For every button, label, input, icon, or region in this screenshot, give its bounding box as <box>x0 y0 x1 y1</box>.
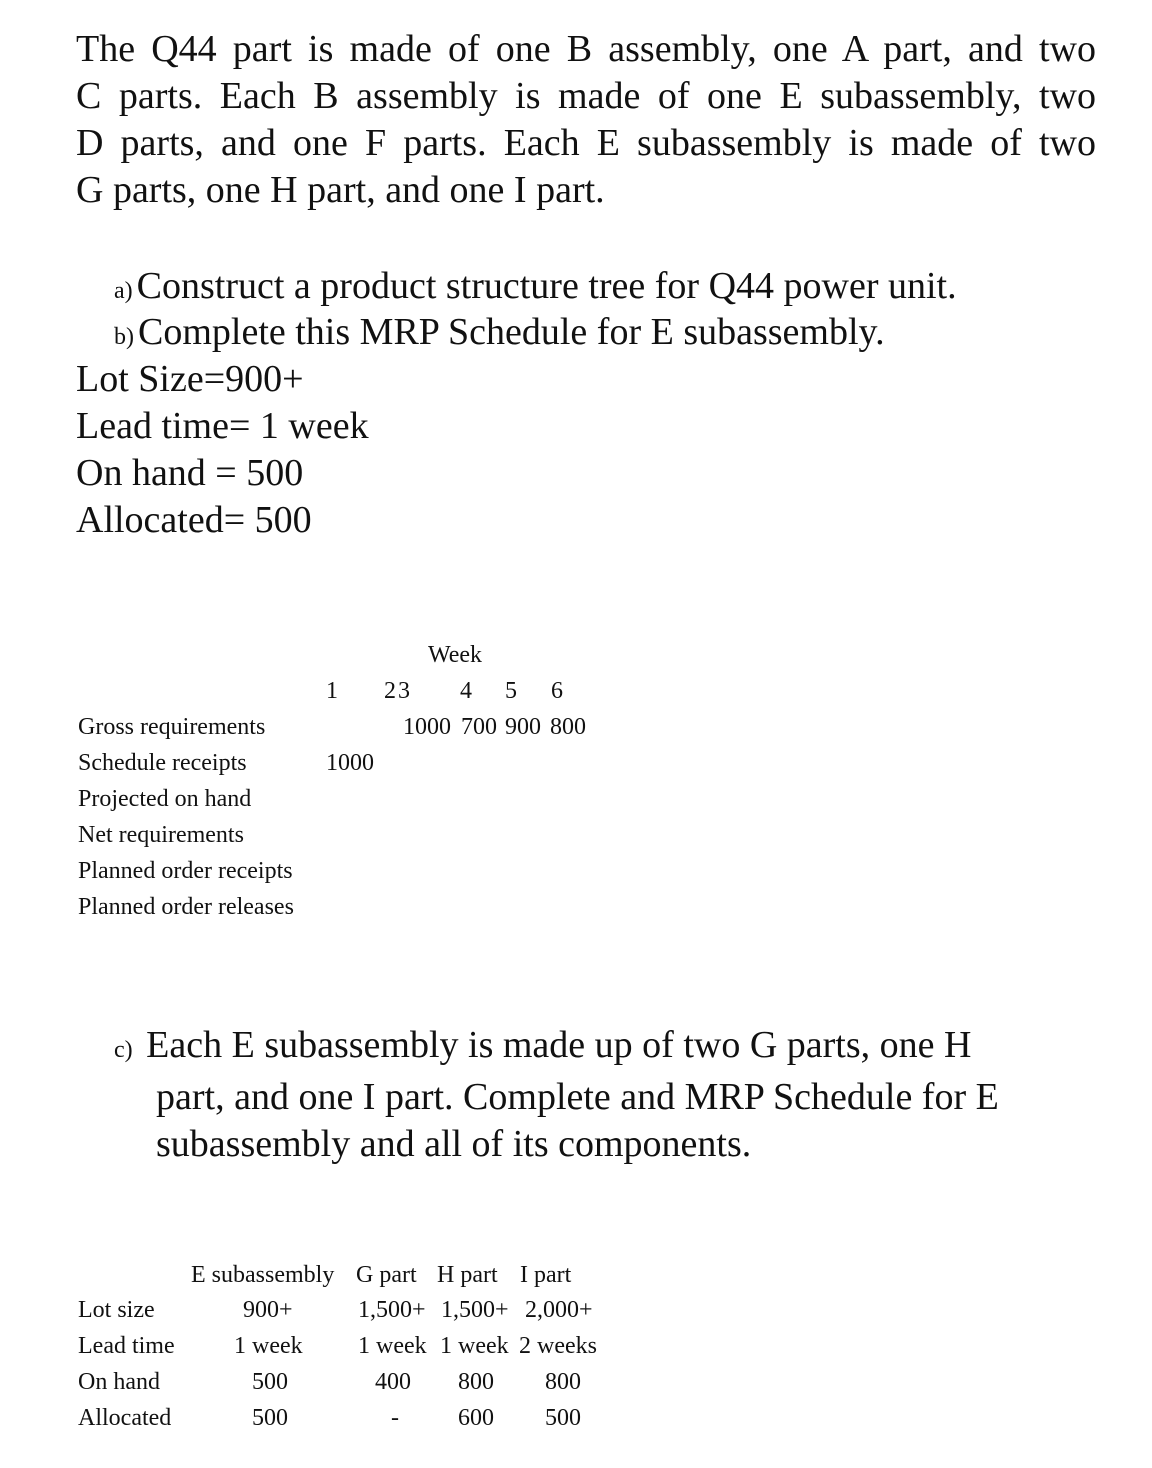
question-c-text-2: part, and one I part. Complete and MRP Schedule for E <box>156 1076 999 1118</box>
row-planned-order-receipts: Planned order receipts <box>78 858 293 884</box>
i-on-hand: 800 <box>545 1369 581 1395</box>
header-g-part: G part <box>356 1262 417 1288</box>
header-i-part: I part <box>520 1262 572 1288</box>
row-on-hand: On hand <box>78 1369 160 1395</box>
g-lead-time: 1 week <box>358 1333 427 1359</box>
gross-week-4: 700 <box>461 714 497 740</box>
intro-line: D parts, and one F parts. Each E subassembly is made of two <box>76 122 1096 164</box>
row-allocated: Allocated <box>78 1405 172 1431</box>
row-schedule-receipts: Schedule receipts <box>78 750 247 776</box>
question-c-text-1: Each E subassembly is made up of two G parts, one H <box>146 1024 972 1066</box>
e-lead-time: 1 week <box>234 1333 303 1359</box>
question-a <box>114 264 957 308</box>
row-projected-on-hand: Projected on hand <box>78 786 252 812</box>
intro-paragraph <box>76 26 1096 214</box>
i-lead-time: 2 weeks <box>519 1333 597 1359</box>
week-6: 6 <box>551 678 563 704</box>
e-on-hand: 500 <box>252 1369 288 1395</box>
intro-line: The Q44 part is made of one B assembly, one A part, and two <box>76 28 1096 70</box>
row-planned-order-releases: Planned order releases <box>78 894 294 920</box>
question-c <box>114 1022 999 1168</box>
scheduled-receipt-week-1: 1000 <box>326 750 374 776</box>
week-5: 5 <box>505 678 517 704</box>
row-lot-size: Lot size <box>78 1297 155 1323</box>
question-c-text-3: subassembly and all of its components. <box>156 1123 752 1165</box>
g-on-hand: 400 <box>375 1369 411 1395</box>
week-3: 3 <box>398 678 410 704</box>
e-lot-size: 900+ <box>243 1297 293 1323</box>
row-net-requirements: Net requirements <box>78 822 244 848</box>
gross-week-6: 800 <box>550 714 586 740</box>
week-2: 2 <box>384 678 396 704</box>
row-lead-time: Lead time <box>78 1333 175 1359</box>
gross-week-3: 1000 <box>403 714 451 740</box>
e-allocated: 500 <box>252 1405 288 1431</box>
h-on-hand: 800 <box>458 1369 494 1395</box>
param-lot-size: Lot Size=900+ <box>76 358 304 400</box>
h-lead-time: 1 week <box>440 1333 509 1359</box>
row-gross-requirements: Gross requirements <box>78 714 266 740</box>
question-a-text: Construct a product structure tree for Q44 power unit. <box>136 265 957 307</box>
h-allocated: 600 <box>458 1405 494 1431</box>
param-lead-time: Lead time= 1 week <box>76 405 369 447</box>
week-4: 4 <box>460 678 472 704</box>
g-allocated: - <box>391 1405 399 1431</box>
h-lot-size: 1,500+ <box>441 1297 509 1323</box>
intro-line: G parts, one H part, and one I part. <box>76 169 605 211</box>
header-h-part: H part <box>437 1262 498 1288</box>
param-allocated: Allocated= 500 <box>76 499 312 541</box>
question-a-label: a) <box>114 278 133 304</box>
intro-line: C parts. Each B assembly is made of one E subassembly, two <box>76 75 1096 117</box>
question-b-text: Complete this MRP Schedule for E subassembly. <box>138 311 885 353</box>
week-header: Week <box>428 642 483 668</box>
i-lot-size: 2,000+ <box>525 1297 593 1323</box>
question-b-label: b) <box>114 324 134 350</box>
i-allocated: 500 <box>545 1405 581 1431</box>
g-lot-size: 1,500+ <box>358 1297 426 1323</box>
question-b <box>114 310 885 354</box>
gross-week-5: 900 <box>505 714 541 740</box>
question-c-label: c) <box>114 1037 133 1063</box>
question-c-line <box>114 1022 999 1074</box>
week-1: 1 <box>326 678 338 704</box>
param-on-hand: On hand = 500 <box>76 452 304 494</box>
header-e-subassembly: E subassembly <box>191 1262 335 1288</box>
